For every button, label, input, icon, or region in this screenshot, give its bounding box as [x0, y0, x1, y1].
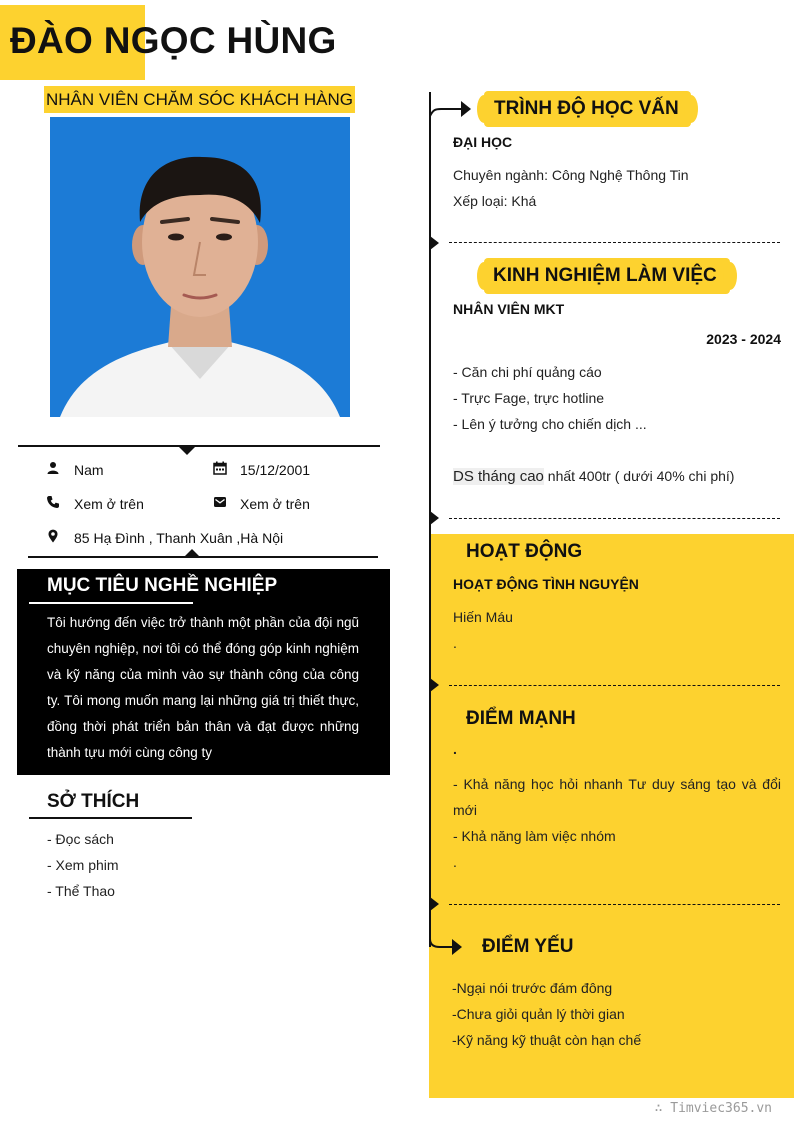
list-item: -Kỹ năng kỹ thuật còn hạn chế — [452, 1032, 642, 1048]
hobbies-list — [47, 826, 119, 904]
email-icon — [213, 495, 227, 509]
weaknesses-list — [452, 975, 641, 1053]
objective-text: Tôi hướng đến việc trở thành một phần của đội ngũ chuyên nghiệp, nơi tôi có thể đóng góp kinh nghiệm và kỹ năng của mình vào sự thành công của công ty. Tôi mong muốn mang lại những giá trị thiết thực, đồng thời phát triển bản thân và đạt được những thành tựu mới cùng công ty — [47, 615, 359, 760]
gender-value: Nam — [74, 462, 104, 478]
experience-position: NHÂN VIÊN MKT — [453, 301, 565, 317]
strengths-title: ĐIỂM MẠNH — [466, 708, 576, 729]
section-divider — [449, 518, 780, 519]
timeline-marker-icon — [430, 511, 439, 525]
achievement-highlight: DS tháng cao — [453, 468, 544, 485]
birthday-value: 15/12/2001 — [240, 462, 311, 478]
experience-title: KINH NGHIỆM LÀM VIỆC — [493, 265, 717, 286]
education-grade: Xếp loại: Khá — [453, 193, 537, 209]
timeline-marker-icon — [430, 236, 439, 250]
email-value: Xem ở trên — [240, 496, 310, 512]
weaknesses-title: ĐIỂM YẾU — [482, 936, 574, 957]
objective-title: MỤC TIÊU NGHỀ NGHIỆP — [47, 575, 278, 596]
curved-arrow-icon — [428, 925, 464, 959]
section-divider — [449, 685, 780, 686]
candidate-name: ĐÀO NGỌC HÙNG — [10, 20, 337, 61]
objective-underline — [29, 602, 193, 604]
calendar-icon — [213, 461, 227, 475]
list-item: - Đọc sách — [47, 831, 114, 847]
location-pin-icon — [46, 529, 60, 543]
watermark-icon: ∴ — [654, 1101, 671, 1116]
arrow-right-icon — [429, 98, 473, 122]
timeline-marker-icon — [430, 678, 439, 692]
phone-value: Xem ở trên — [74, 496, 144, 512]
strengths-line-2: - Khả năng làm việc nhóm — [453, 828, 616, 844]
list-item: - Căn chi phí quảng cáo — [453, 364, 602, 380]
strengths-dot-top: . — [453, 741, 457, 757]
activities-subtitle: HOẠT ĐỘNG TÌNH NGUYỆN — [453, 576, 639, 592]
hobbies-title: SỞ THÍCH — [47, 791, 140, 812]
education-major: Chuyên ngành: Công Nghệ Thông Tin — [453, 167, 689, 183]
experience-tasks — [453, 359, 647, 437]
timeline-marker-icon — [430, 897, 439, 911]
strengths-line-1: - Khả năng học hỏi nhanh Tư duy sáng tạo và đổi mới — [453, 776, 781, 818]
phone-icon — [46, 495, 60, 509]
contact-top-divider — [18, 445, 380, 447]
activities-item: Hiến Máu — [453, 609, 513, 625]
job-title: NHÂN VIÊN CHĂM SÓC KHÁCH HÀNG — [44, 86, 355, 113]
contact-bottom-divider — [28, 556, 378, 558]
section-divider — [449, 242, 780, 243]
section-divider — [449, 904, 780, 905]
caret-down-icon — [179, 447, 195, 455]
profile-photo — [50, 117, 350, 417]
experience-period: 2023 - 2024 — [706, 331, 781, 347]
activities-title: HOẠT ĐỘNG — [466, 541, 583, 562]
hobbies-underline — [29, 817, 192, 819]
address-value: 85 Hạ Đình , Thanh Xuân ,Hà Nội — [74, 530, 284, 546]
user-icon — [46, 461, 60, 475]
list-item: - Trực Fage, trực hotline — [453, 390, 605, 406]
education-level: ĐẠI HỌC — [453, 134, 513, 150]
achievement-rest: nhất 400tr ( dưới 40% chi phí) — [543, 468, 735, 484]
list-item: - Lên ý tưởng cho chiến dịch ... — [453, 416, 647, 432]
list-item: - Xem phim — [47, 857, 119, 873]
list-item: -Chưa giỏi quản lý thời gian — [452, 1006, 625, 1022]
education-title: TRÌNH ĐỘ HỌC VẤN — [494, 98, 679, 119]
strengths-dot-bottom: . — [453, 854, 457, 870]
activities-dot: . — [453, 635, 457, 651]
list-item: - Thể Thao — [47, 883, 115, 899]
experience-achievement — [453, 468, 734, 485]
watermark: ∴ Timviec365.vn — [654, 1101, 772, 1116]
list-item: -Ngại nói trước đám đông — [452, 980, 613, 996]
